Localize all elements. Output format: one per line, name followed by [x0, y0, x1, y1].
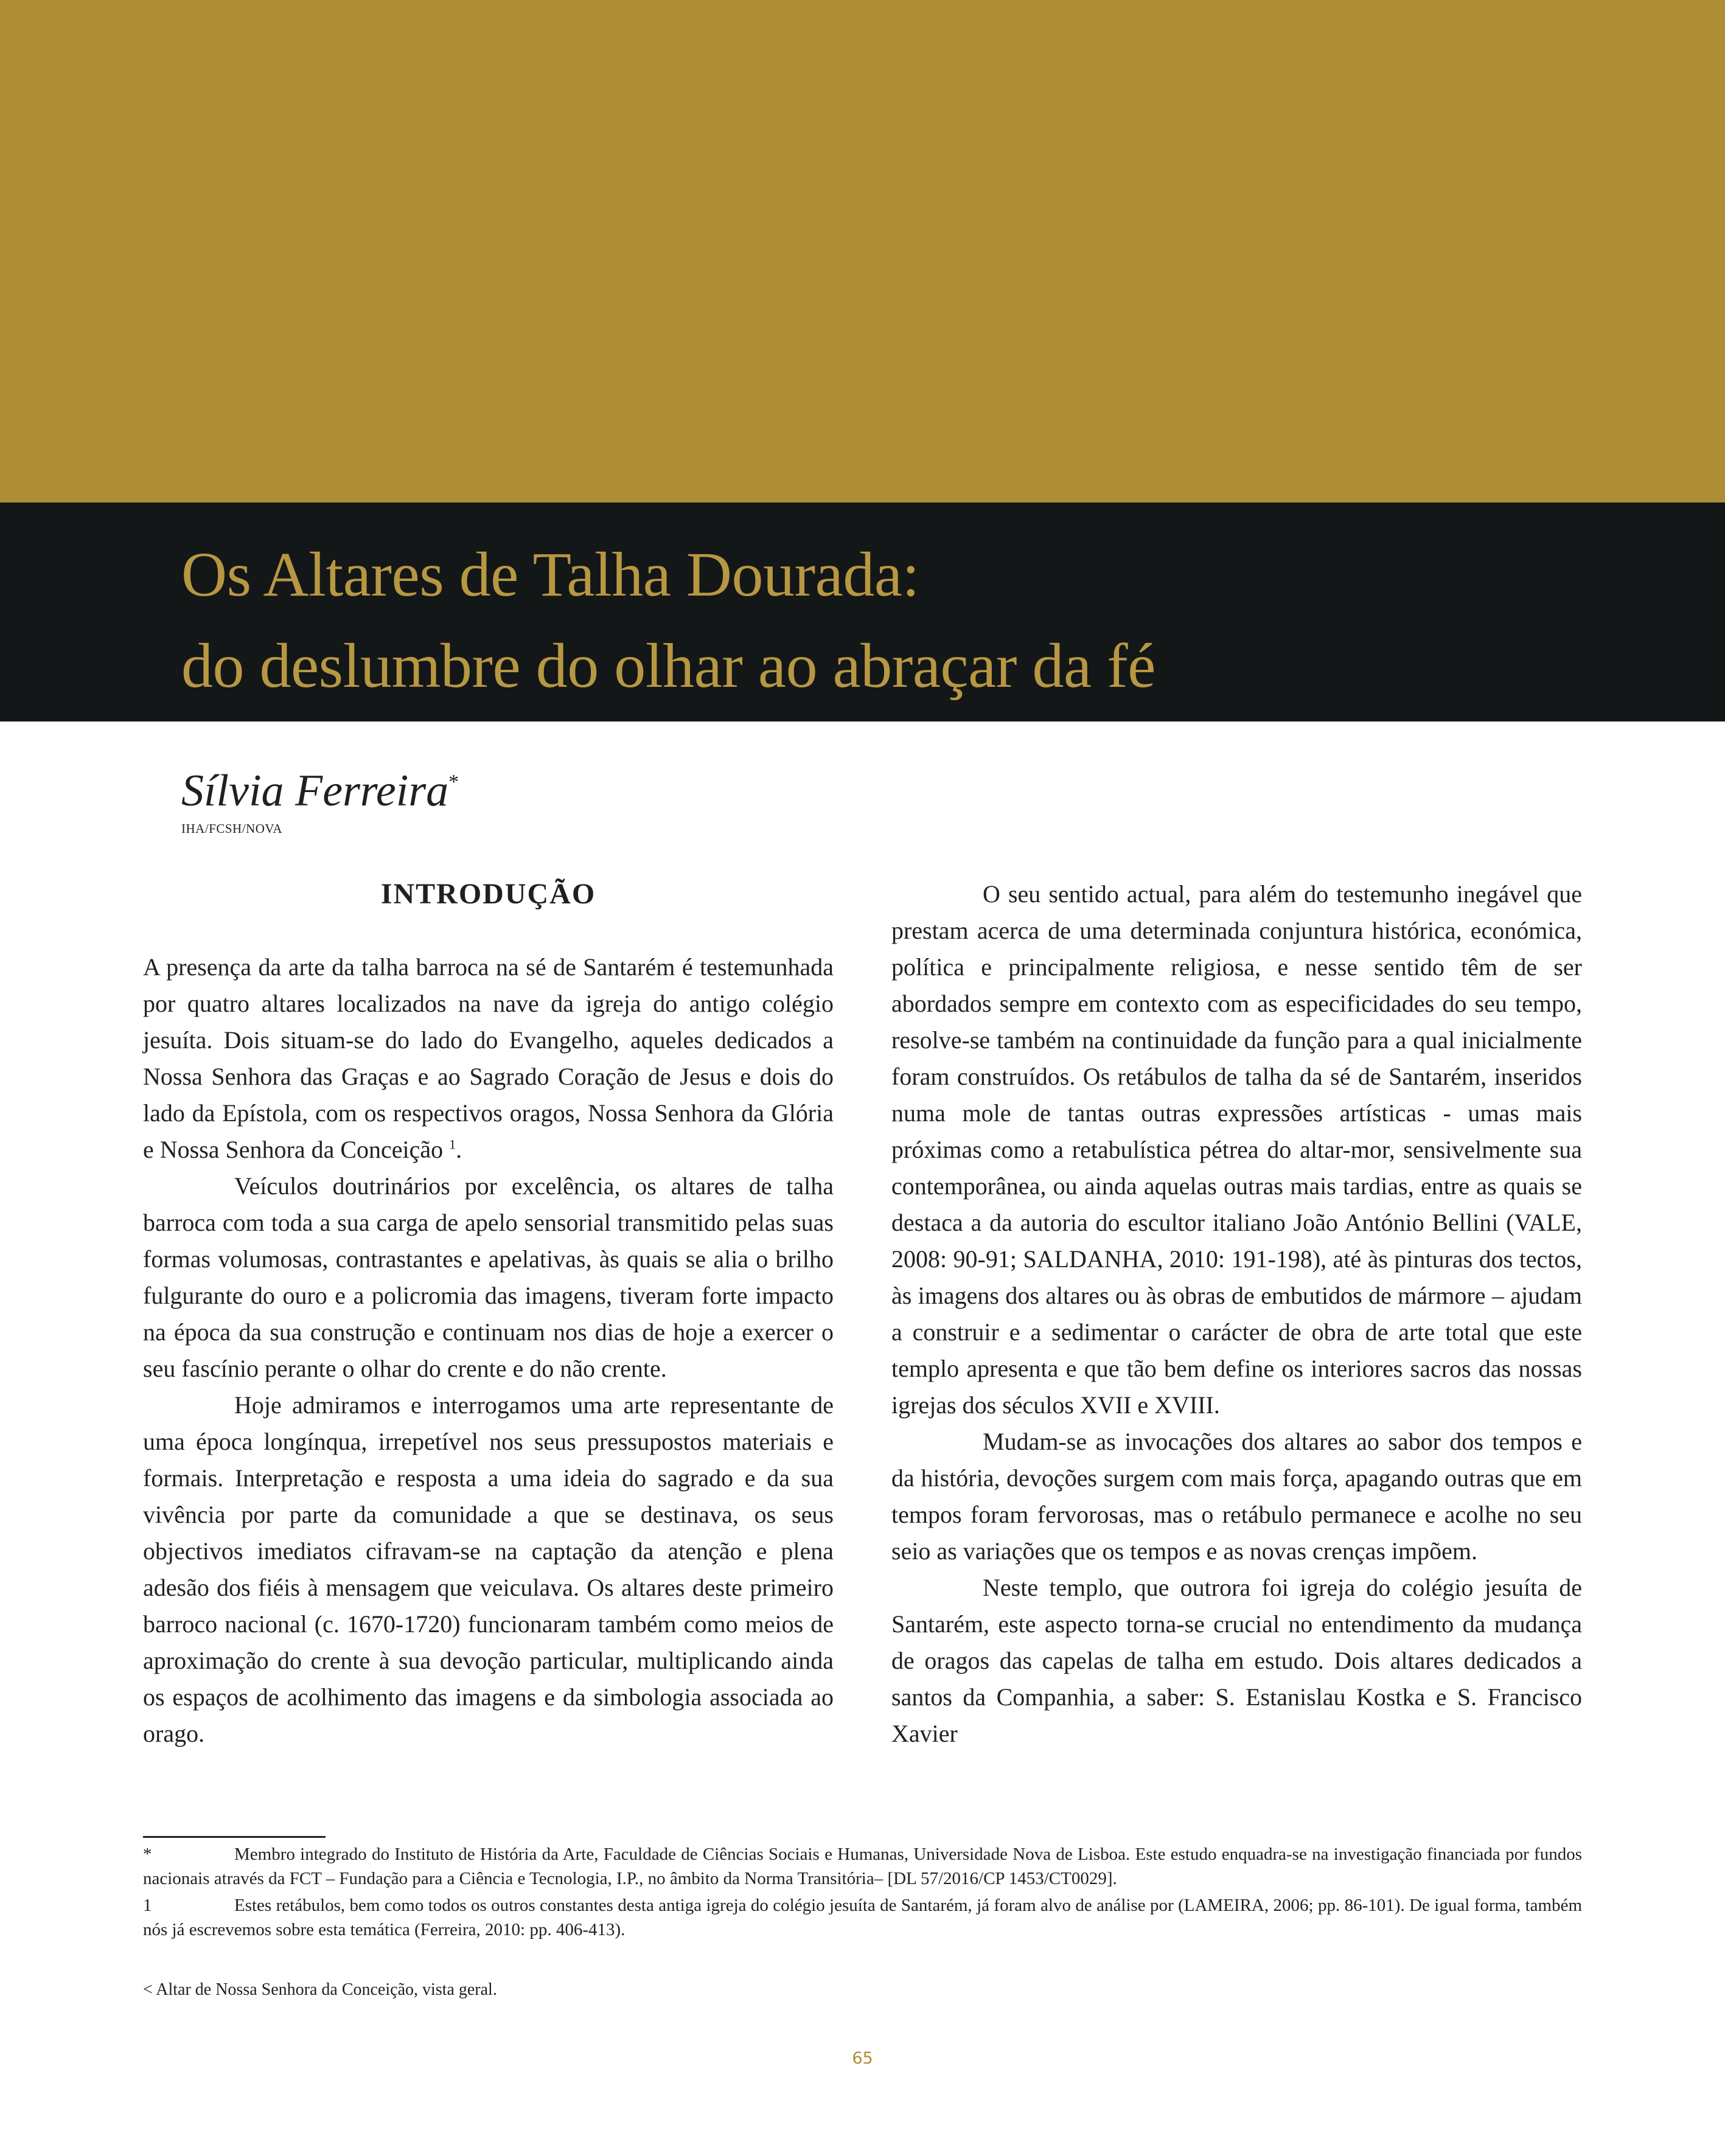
image-caption: < Altar de Nossa Senhora da Conceição, vista geral.	[143, 1980, 497, 1999]
paragraph-end: .	[456, 1136, 462, 1163]
paragraph: Hoje admiramos e interrogamos uma arte representante de uma época longínqua, irrepetível nos seus pressupostos materiais e formais. Interpretação e resposta a uma ideia do sagrado e da sua vivência por parte da comunidade a que se destinava, os seus objectivos imediatos cifravam-se na captação da atenção e plena adesão dos fiéis à mensagem que veiculava. Os altares deste primeiro barroco nacional (c. 1670-1720) funcionaram também como meios de aproximação do crente à sua devoção particular, multiplicando ainda os espaços de acolhimento das imagens e da simbologia associada ao orago.	[143, 1391, 834, 1747]
author-footnote-marker: *	[448, 771, 459, 793]
paragraph-text: A presença da arte da talha barroca na sé de Santarém é testemunhada por quatro altares localizados na nave da igreja do antigo colégio jesuíta. Dois situam-se do lado do Evangelho, aqueles dedicados a Nossa Senhora das Graças e ao Sagrado Coração de Jesus e dois do lado da Epístola, com os respectivos oragos, Nossa Senhora da Glória e Nossa Senhora da Conceição	[143, 953, 834, 1163]
footnote-divider	[143, 1836, 326, 1838]
left-column	[143, 876, 834, 1752]
footnote-mark: 1	[143, 1896, 152, 1915]
paragraph	[143, 949, 834, 1168]
author-affiliation: IHA/FCSH/NOVA	[181, 821, 282, 836]
footnote-mark: *	[143, 1845, 152, 1864]
section-heading: INTRODUÇÃO	[380, 878, 596, 910]
title-line-2: do deslumbre do olhar ao abraçar da fé	[181, 631, 1155, 701]
right-column	[891, 876, 1582, 1752]
footnote-ref: 1	[449, 1136, 456, 1152]
footnote	[143, 1842, 1582, 1891]
footnotes	[143, 1842, 1582, 1944]
paragraph: Veículos doutrinários por excelência, os altares de talha barroca com toda a sua carga de apelo sensorial transmitido pelas suas formas volumosas, contrastantes e apelativas, às quais se alia o brilho fulgurante do ouro e a policromia das imagens, tiveram forte impacto na época da sua construção e continuam nos dias de hoje a exercer o seu fascínio perante o olhar do crente e do não crente.	[143, 1172, 834, 1382]
paragraph: Mudam-se as invocações dos altares ao sabor dos tempos e da história, devoções surgem com mais força, apagando outras que em tempos foram fervorosas, mas o retábulo permanece e acolhe no seu seio as variações que os tempos e as novas crenças impõem.	[891, 1428, 1582, 1565]
paragraph: Neste templo, que outrora foi igreja do colégio jesuíta de Santarém, este aspecto torna-se crucial no entendimento da mudança de oragos das capelas de talha em estudo. Dois altares dedicados a santos da Companhia, a saber: S. Estanislau Kostka e S. Francisco Xavier	[891, 1574, 1582, 1747]
title-line-1: Os Altares de Talha Dourada:	[181, 540, 919, 610]
author-name	[181, 760, 459, 821]
article-title	[181, 529, 1155, 712]
footnote	[143, 1893, 1582, 1942]
footnote-text: Estes retábulos, bem como todos os outros constantes desta antiga igreja do colégio jesuíta de Santarém, já foram alvo de análise por (LAMEIRA, 2006; pp. 86-101). De igual forma, também nós já escrevemos sobre esta temática (Ferreira, 2010: pp. 406-413).	[143, 1896, 1582, 1939]
page-number: 65	[852, 2049, 873, 2068]
footnote-text: Membro integrado do Instituto de História da Arte, Faculdade de Ciências Sociais e Humanas, Universidade Nova de Lisboa. Este estudo enquadra-se na investigação financiada por fundos nacionais através da FCT – Fundação para a Ciência e Tecnologia, I.P., no âmbito da Norma Transitória– [DL 57/2016/CP 1453/CT0029].	[143, 1845, 1582, 1888]
author-name-text: Sílvia Ferreira	[181, 766, 449, 816]
paragraph: O seu sentido actual, para além do testemunho inegável que prestam acerca de uma determinada conjuntura histórica, económica, política e principalmente religiosa, e nesse sentido têm de ser abordados sempre em contexto com as especificidades do seu tempo, resolve-se também na continuidade da função para a qual inicialmente foram construídos. Os retábulos de talha da sé de Santarém, inseridos numa mole de tantas outras expressões artísticas - umas mais próximas como a retabulística pétrea do altar-mor, sensivelmente sua contemporânea, ou ainda aquelas outras mais tardias, entre as quais se destaca a da autoria do escultor italiano João António Bellini (VALE, 2008: 90-91; SALDANHA, 2010: 191-198), até às pinturas dos tectos, às imagens dos altares ou às obras de embutidos de mármore – ajudam a construir e a sedimentar o carácter de obra de arte total que este templo apresenta e que tão bem define os interiores sacros das nossas igrejas dos séculos XVII e XVIII.	[891, 880, 1582, 1419]
header-gold-band	[0, 0, 1725, 502]
